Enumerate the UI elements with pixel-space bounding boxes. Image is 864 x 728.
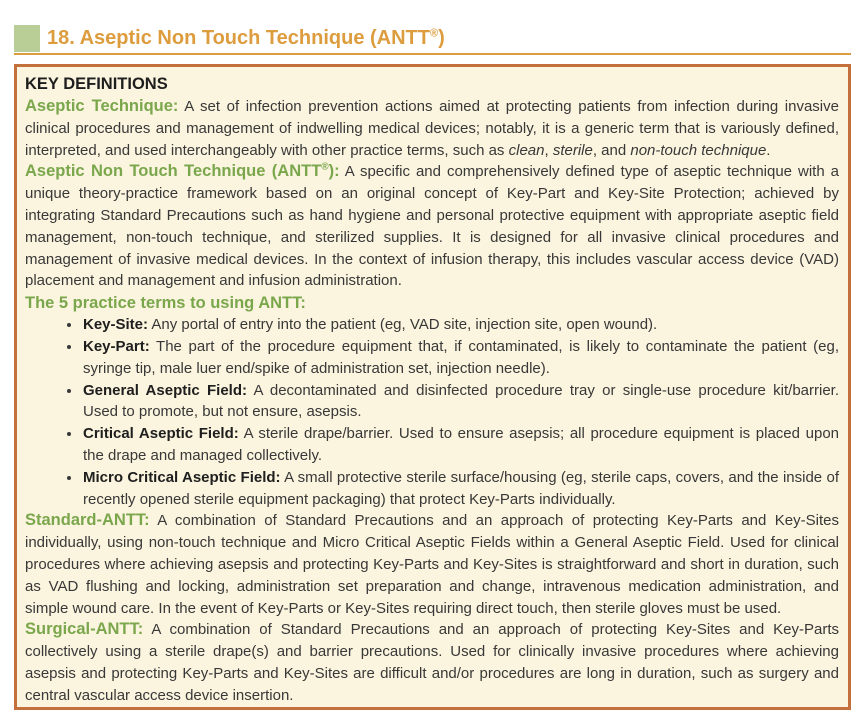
practice-terms-heading: The 5 practice terms to using ANTT: (25, 294, 306, 313)
registered-trademark-symbol: ® (321, 161, 329, 173)
list-item (82, 314, 839, 336)
list-item-term: Key-Part: (83, 337, 150, 355)
definition-body: A combination of Standard Precautions and an approach of protecting Key-Sites and Key-Parts collectively using a sterile drape(s) and barrier precautions. Used for clinically invasive procedures where achieving asepsis and protecting Key-Parts and Key-Sites are difficult and/or procedures are long in duration, such as surgery and central vascular access device insertion. (25, 621, 839, 704)
list-item-term: Micro Critical Aseptic Field: (83, 468, 281, 486)
list-item (82, 467, 839, 511)
separator: , (544, 141, 553, 159)
list-item (82, 336, 839, 380)
definition-body: A specific and comprehensively defined type of aseptic technique with a unique theory-practice framework based on an original concept of Key-Part and Key-Site Protection; achieved by integrating Standard Precautions such as hand hygiene and personal protective equipment with appropriate aseptic field management, non-touch technique, and sterilized supplies. It is designed for all invasive clinical procedures and management of invasive medical devices. In the context of infusion therapy, this includes vascular access device (VAD) placement and management and infusion administration. (25, 163, 839, 290)
list-item-term: Key-Site: (83, 316, 149, 334)
term-antt (25, 162, 340, 180)
separator: , and (592, 141, 631, 159)
italic-clean: clean (508, 141, 545, 159)
term-antt-text: Aseptic Non Touch Technique (ANTT (25, 162, 322, 181)
list-item-term: Critical Aseptic Field: (83, 425, 239, 443)
definition-body: A set of infection prevention actions aimed at protecting patients from infection during invasive clinical procedures and management of indwelling medical devices; notably, it is a generic term that is variously defined, interpreted, and used interchangeably with other practice terms, such as (25, 98, 839, 159)
box-heading: KEY DEFINITIONS (25, 75, 168, 93)
definition-aseptic-technique (25, 96, 839, 161)
section-title (47, 25, 445, 52)
list-item-text: The part of the procedure equipment that, if contaminated, is likely to contaminate the patient (eg, syringe tip, male luer end/spike of administration set, injection needle). (83, 337, 839, 377)
definition-standard-antt (25, 510, 839, 619)
section-title-text: 18. Aseptic Non Touch Technique (ANTT (47, 27, 430, 49)
section-header (14, 25, 851, 55)
list-item-text: A decontaminated and disinfected procedure tray or single-use procedure kit/barrier. Used to promote, but not ensure, asepsis. (83, 381, 840, 421)
term-surgical-antt: Surgical-ANTT: (25, 620, 144, 639)
list-item (82, 380, 839, 424)
definition-antt (25, 161, 839, 292)
italic-sterile: sterile (552, 141, 593, 159)
period: . (766, 141, 771, 159)
definition-surgical-antt (25, 619, 839, 706)
list-item (82, 423, 839, 467)
section-marker-square (14, 25, 40, 52)
section-title-close: ) (438, 27, 445, 49)
key-definitions-box (14, 64, 851, 710)
practice-terms-list (25, 314, 839, 510)
list-item-text: Any portal of entry into the patient (eg, VAD site, injection site, open wound). (151, 316, 658, 334)
list-item-text: A sterile drape/barrier. Used to ensure asepsis; all procedure equipment is placed upon the drape and managed collectively. (83, 425, 839, 464)
term-aseptic-technique: Aseptic Technique: (25, 97, 179, 115)
italic-non-touch-technique: non-touch technique (630, 141, 767, 159)
list-item-text: A small protective sterile surface/housing (eg, sterile caps, covers, and the inside of recently opened sterile equipment packaging) that protect Key-Parts individually. (83, 468, 839, 508)
registered-trademark-symbol: ® (429, 27, 439, 40)
term-standard-antt: Standard-ANTT: (25, 511, 150, 530)
term-antt-close: ): (328, 162, 340, 181)
definition-body: A combination of Standard Precautions and an approach of protecting Key-Parts and Key-Sites individually, using non-touch technique and Micro Critical Aseptic Fields within a General Aseptic Field. Used for clinical procedures where achieving asepsis and protecting Key-Parts and Key-Sites is straightforward and short in duration, such as VAD flushing and locking, administration set preparation and change, intravenous medication administration, and simple wound care. In the event of Key-Parts or Key-Sites requiring direct touch, then sterile gloves must be used. (25, 512, 839, 617)
list-item-term: General Aseptic Field: (83, 381, 247, 399)
